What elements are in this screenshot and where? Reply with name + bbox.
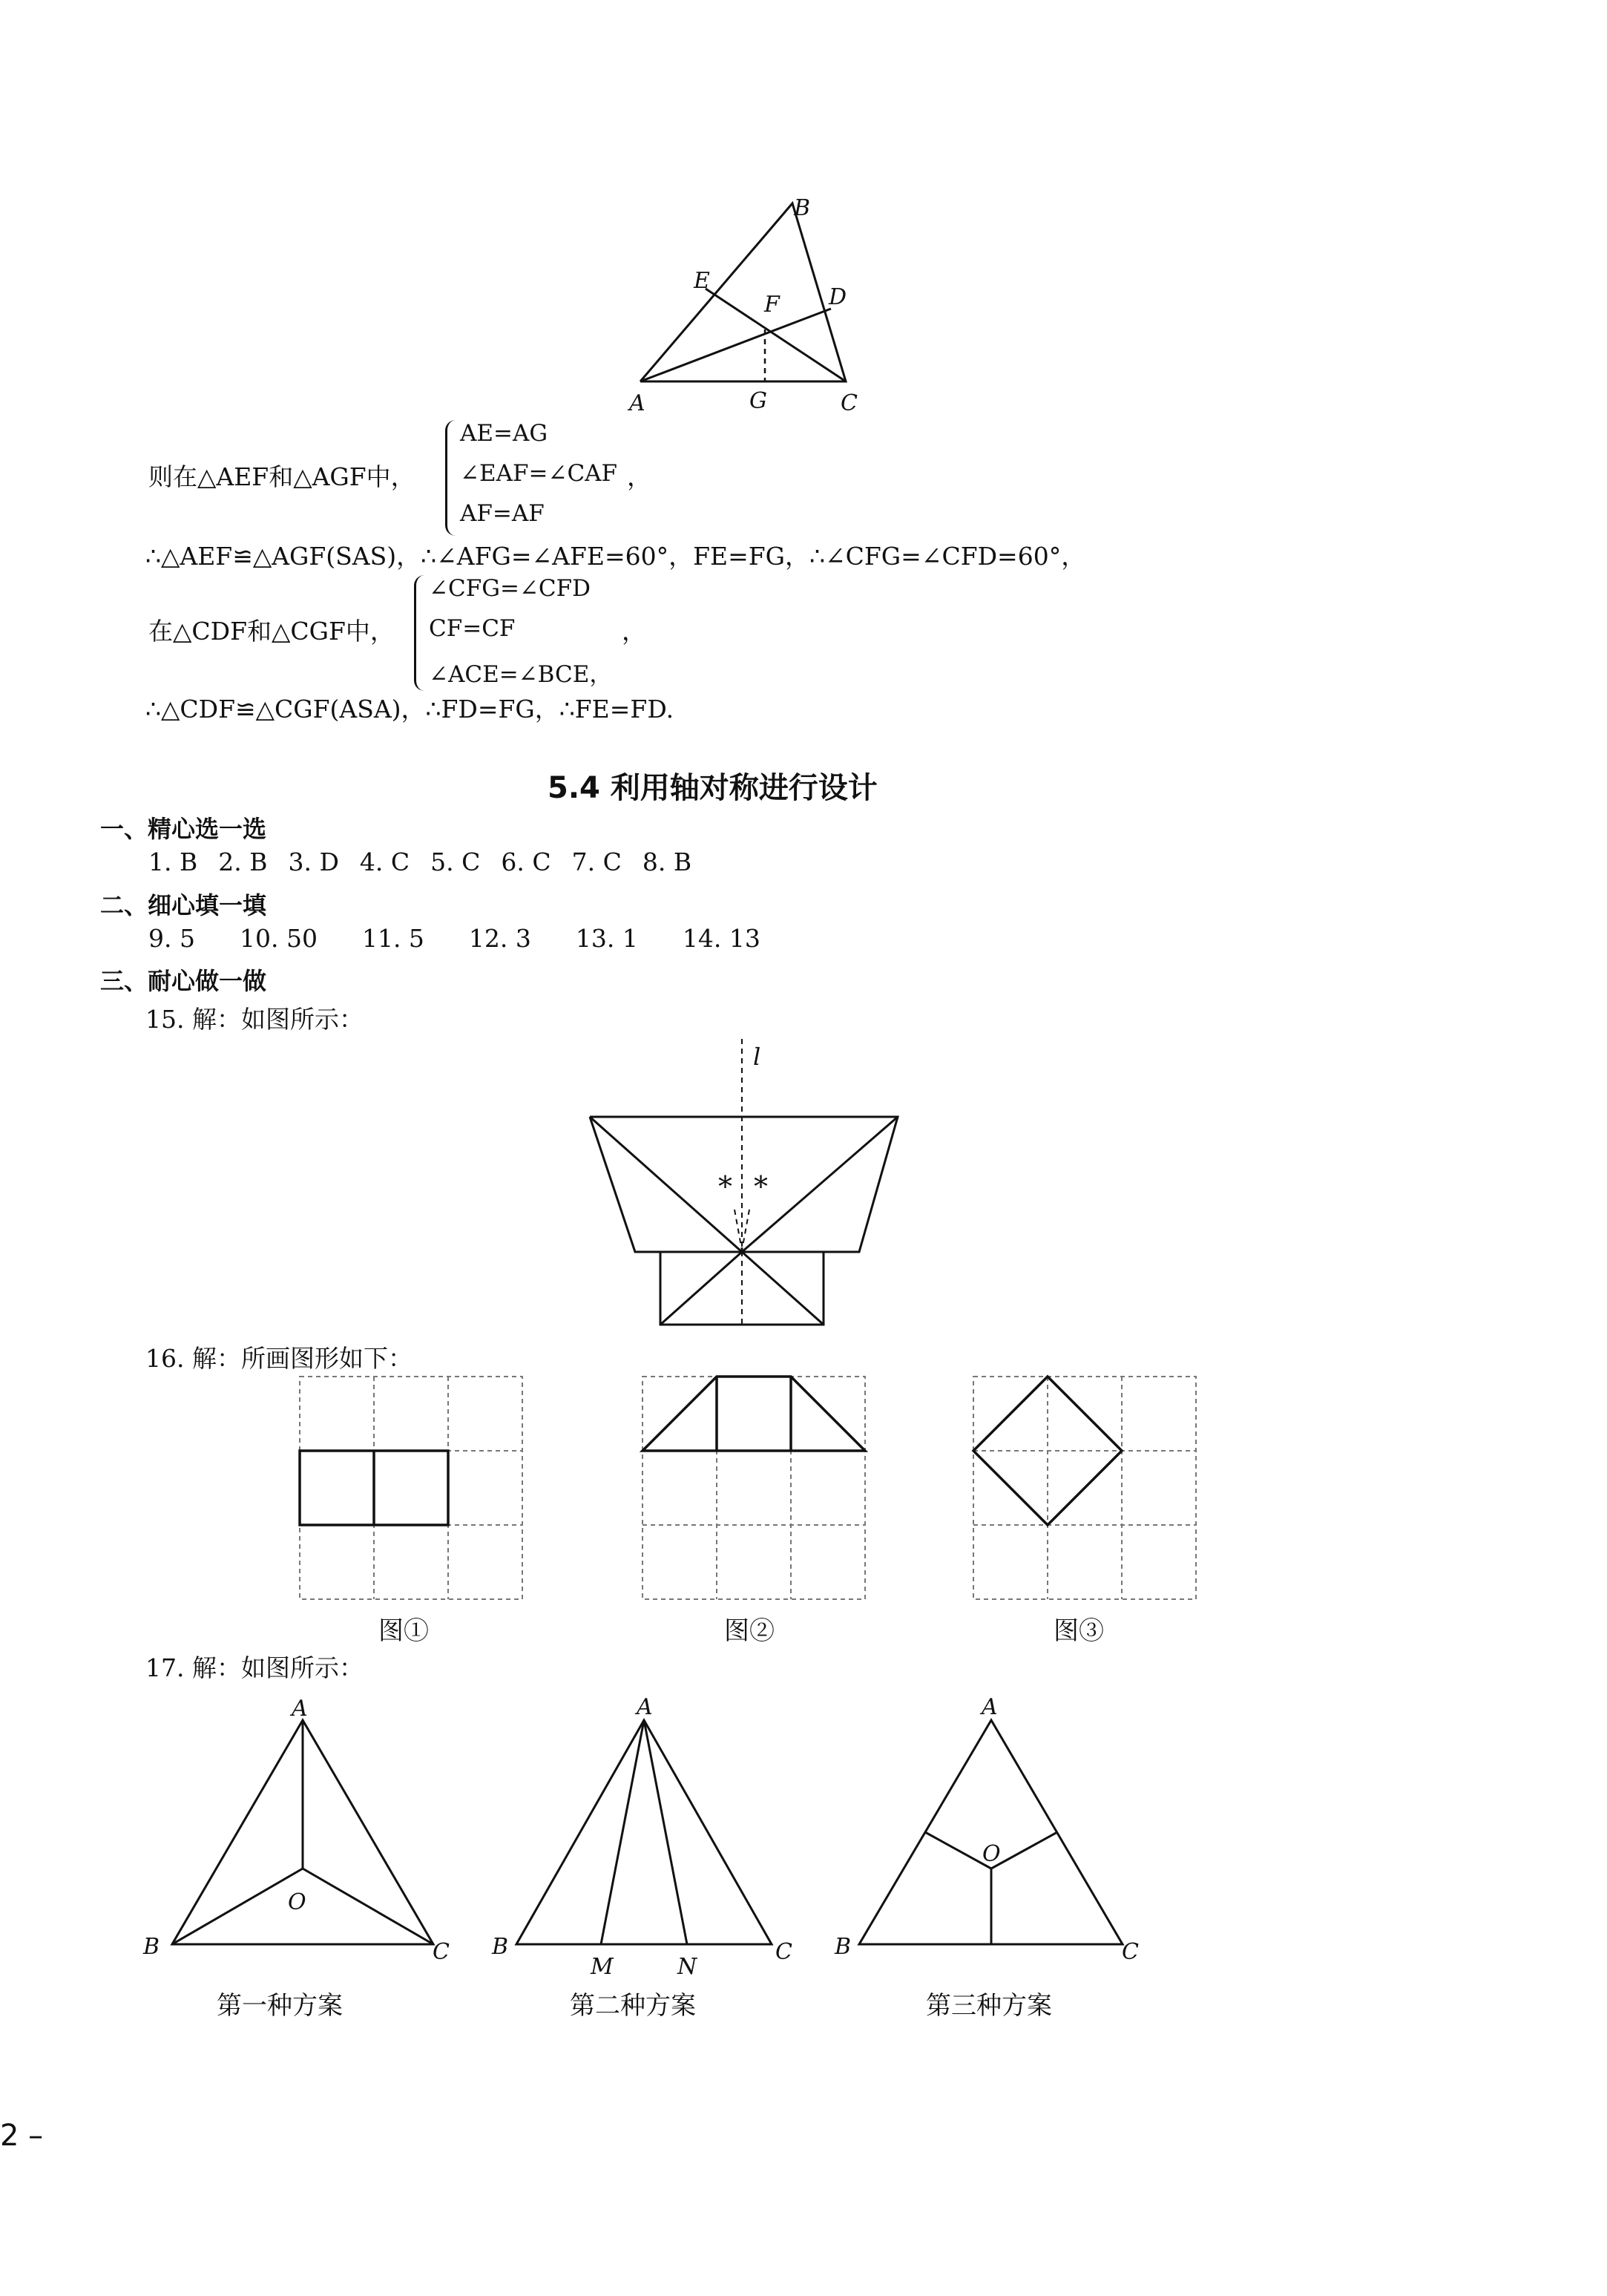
proof-aef-prefix: 则在△AEF和△AGF中， xyxy=(148,462,415,491)
answer-7: 7. C xyxy=(571,847,622,876)
q16-caption-2: 图② xyxy=(724,1616,775,1646)
q17-fig1-label-b: B xyxy=(143,1934,160,1960)
answer-2: 2. B xyxy=(218,847,268,876)
answer-8: 8. B xyxy=(642,847,692,876)
answer-3: 3. D xyxy=(288,847,339,876)
q15-figure xyxy=(579,1031,920,1336)
triangle-aef-figure xyxy=(616,186,890,423)
label-d: D xyxy=(829,284,847,310)
q16-caption-1: 图① xyxy=(378,1616,429,1646)
q16-text: 16. 解：所画图形如下： xyxy=(145,1344,413,1373)
label-c: C xyxy=(841,390,858,416)
star-mark-right: * xyxy=(754,1170,768,1203)
q17-figures xyxy=(134,1685,1172,1981)
aef-cond-2: ∠EAF=∠CAF xyxy=(460,460,618,487)
proof-line-2: ∴△AEF≌△AGF(SAS)，∴∠AFG=∠AFE=60°，FE=FG，∴∠CFG=∠CFD=60°， xyxy=(145,542,1086,571)
q17-fig3-label-c: C xyxy=(1122,1939,1139,1965)
cdf-cond-3: ∠ACE=∠BCE， xyxy=(429,661,613,688)
star-mark-left: * xyxy=(718,1170,732,1203)
answer-4: 4. C xyxy=(359,847,410,876)
q17-fig1-label-o: O xyxy=(288,1889,306,1915)
page-number: 2 – xyxy=(0,2119,44,2153)
cdf-cond-1: ∠CFG=∠CFD xyxy=(429,575,591,602)
q17-fig3-label-o: O xyxy=(982,1841,1001,1867)
q17-text: 17. 解：如图所示： xyxy=(145,1653,364,1682)
section-title: 5.4 利用轴对称进行设计 xyxy=(548,771,878,805)
q16-shape-trapezoid xyxy=(643,1377,865,1451)
part1-heading: 一、精心选一选 xyxy=(100,815,267,843)
answer-12: 12. 3 xyxy=(468,924,531,953)
q17-fig2-label-c: C xyxy=(775,1939,792,1965)
q17-caption-2: 第二种方案 xyxy=(570,1991,696,2021)
q17-fig2-label-a: A xyxy=(637,1694,653,1720)
answer-14: 14. 13 xyxy=(682,924,760,953)
answer-13: 13. 1 xyxy=(575,924,638,953)
q16-caption-3: 图③ xyxy=(1054,1616,1104,1646)
answer-5: 5. C xyxy=(430,847,481,876)
part1-answers xyxy=(148,847,712,876)
label-g: G xyxy=(749,388,767,414)
answer-10: 10. 50 xyxy=(239,924,318,953)
q17-fig2-label-m: M xyxy=(591,1954,614,1980)
aef-cond-3: AF=AF xyxy=(460,500,545,527)
proof-cdf-prefix: 在△CDF和△CGF中， xyxy=(148,617,395,646)
answer-9: 9. 5 xyxy=(148,924,195,953)
label-b: B xyxy=(794,195,811,221)
label-f: F xyxy=(764,292,780,318)
part2-heading: 二、细心填一填 xyxy=(100,891,267,919)
cdf-cond-2: CF=CF xyxy=(429,615,516,642)
q17-fig1-label-c: C xyxy=(433,1939,450,1965)
q17-fig3-label-a: A xyxy=(982,1694,998,1720)
answer-6: 6. C xyxy=(501,847,551,876)
q17-fig2-label-b: B xyxy=(492,1934,509,1960)
q16-figures xyxy=(289,1373,1209,1618)
answer-11: 11. 5 xyxy=(361,924,424,953)
answer-1: 1. B xyxy=(148,847,198,876)
label-e: E xyxy=(694,268,710,294)
q17-fig2-label-n: N xyxy=(677,1954,697,1980)
q17-fig3-label-b: B xyxy=(835,1934,852,1960)
q15-text: 15. 解：如图所示： xyxy=(145,1005,364,1034)
q17-caption-1: 第一种方案 xyxy=(217,1991,343,2021)
part3-heading: 三、耐心做一做 xyxy=(100,967,267,995)
proof-line-4: ∴△CDF≌△CGF(ASA)，∴FD=FG，∴FE=FD. xyxy=(145,695,674,724)
q17-caption-3: 第三种方案 xyxy=(926,1991,1052,2021)
q17-fig1-label-a: A xyxy=(292,1696,308,1722)
aef-cond-1: AE=AG xyxy=(460,420,548,447)
label-a: A xyxy=(629,390,645,416)
proof-aef-suffix: ， xyxy=(627,462,651,491)
part2-answers xyxy=(148,924,781,953)
proof-cdf-suffix: ， xyxy=(622,617,646,646)
proof-cdf-conditions xyxy=(414,575,651,691)
axis-label-l: l xyxy=(753,1043,761,1071)
